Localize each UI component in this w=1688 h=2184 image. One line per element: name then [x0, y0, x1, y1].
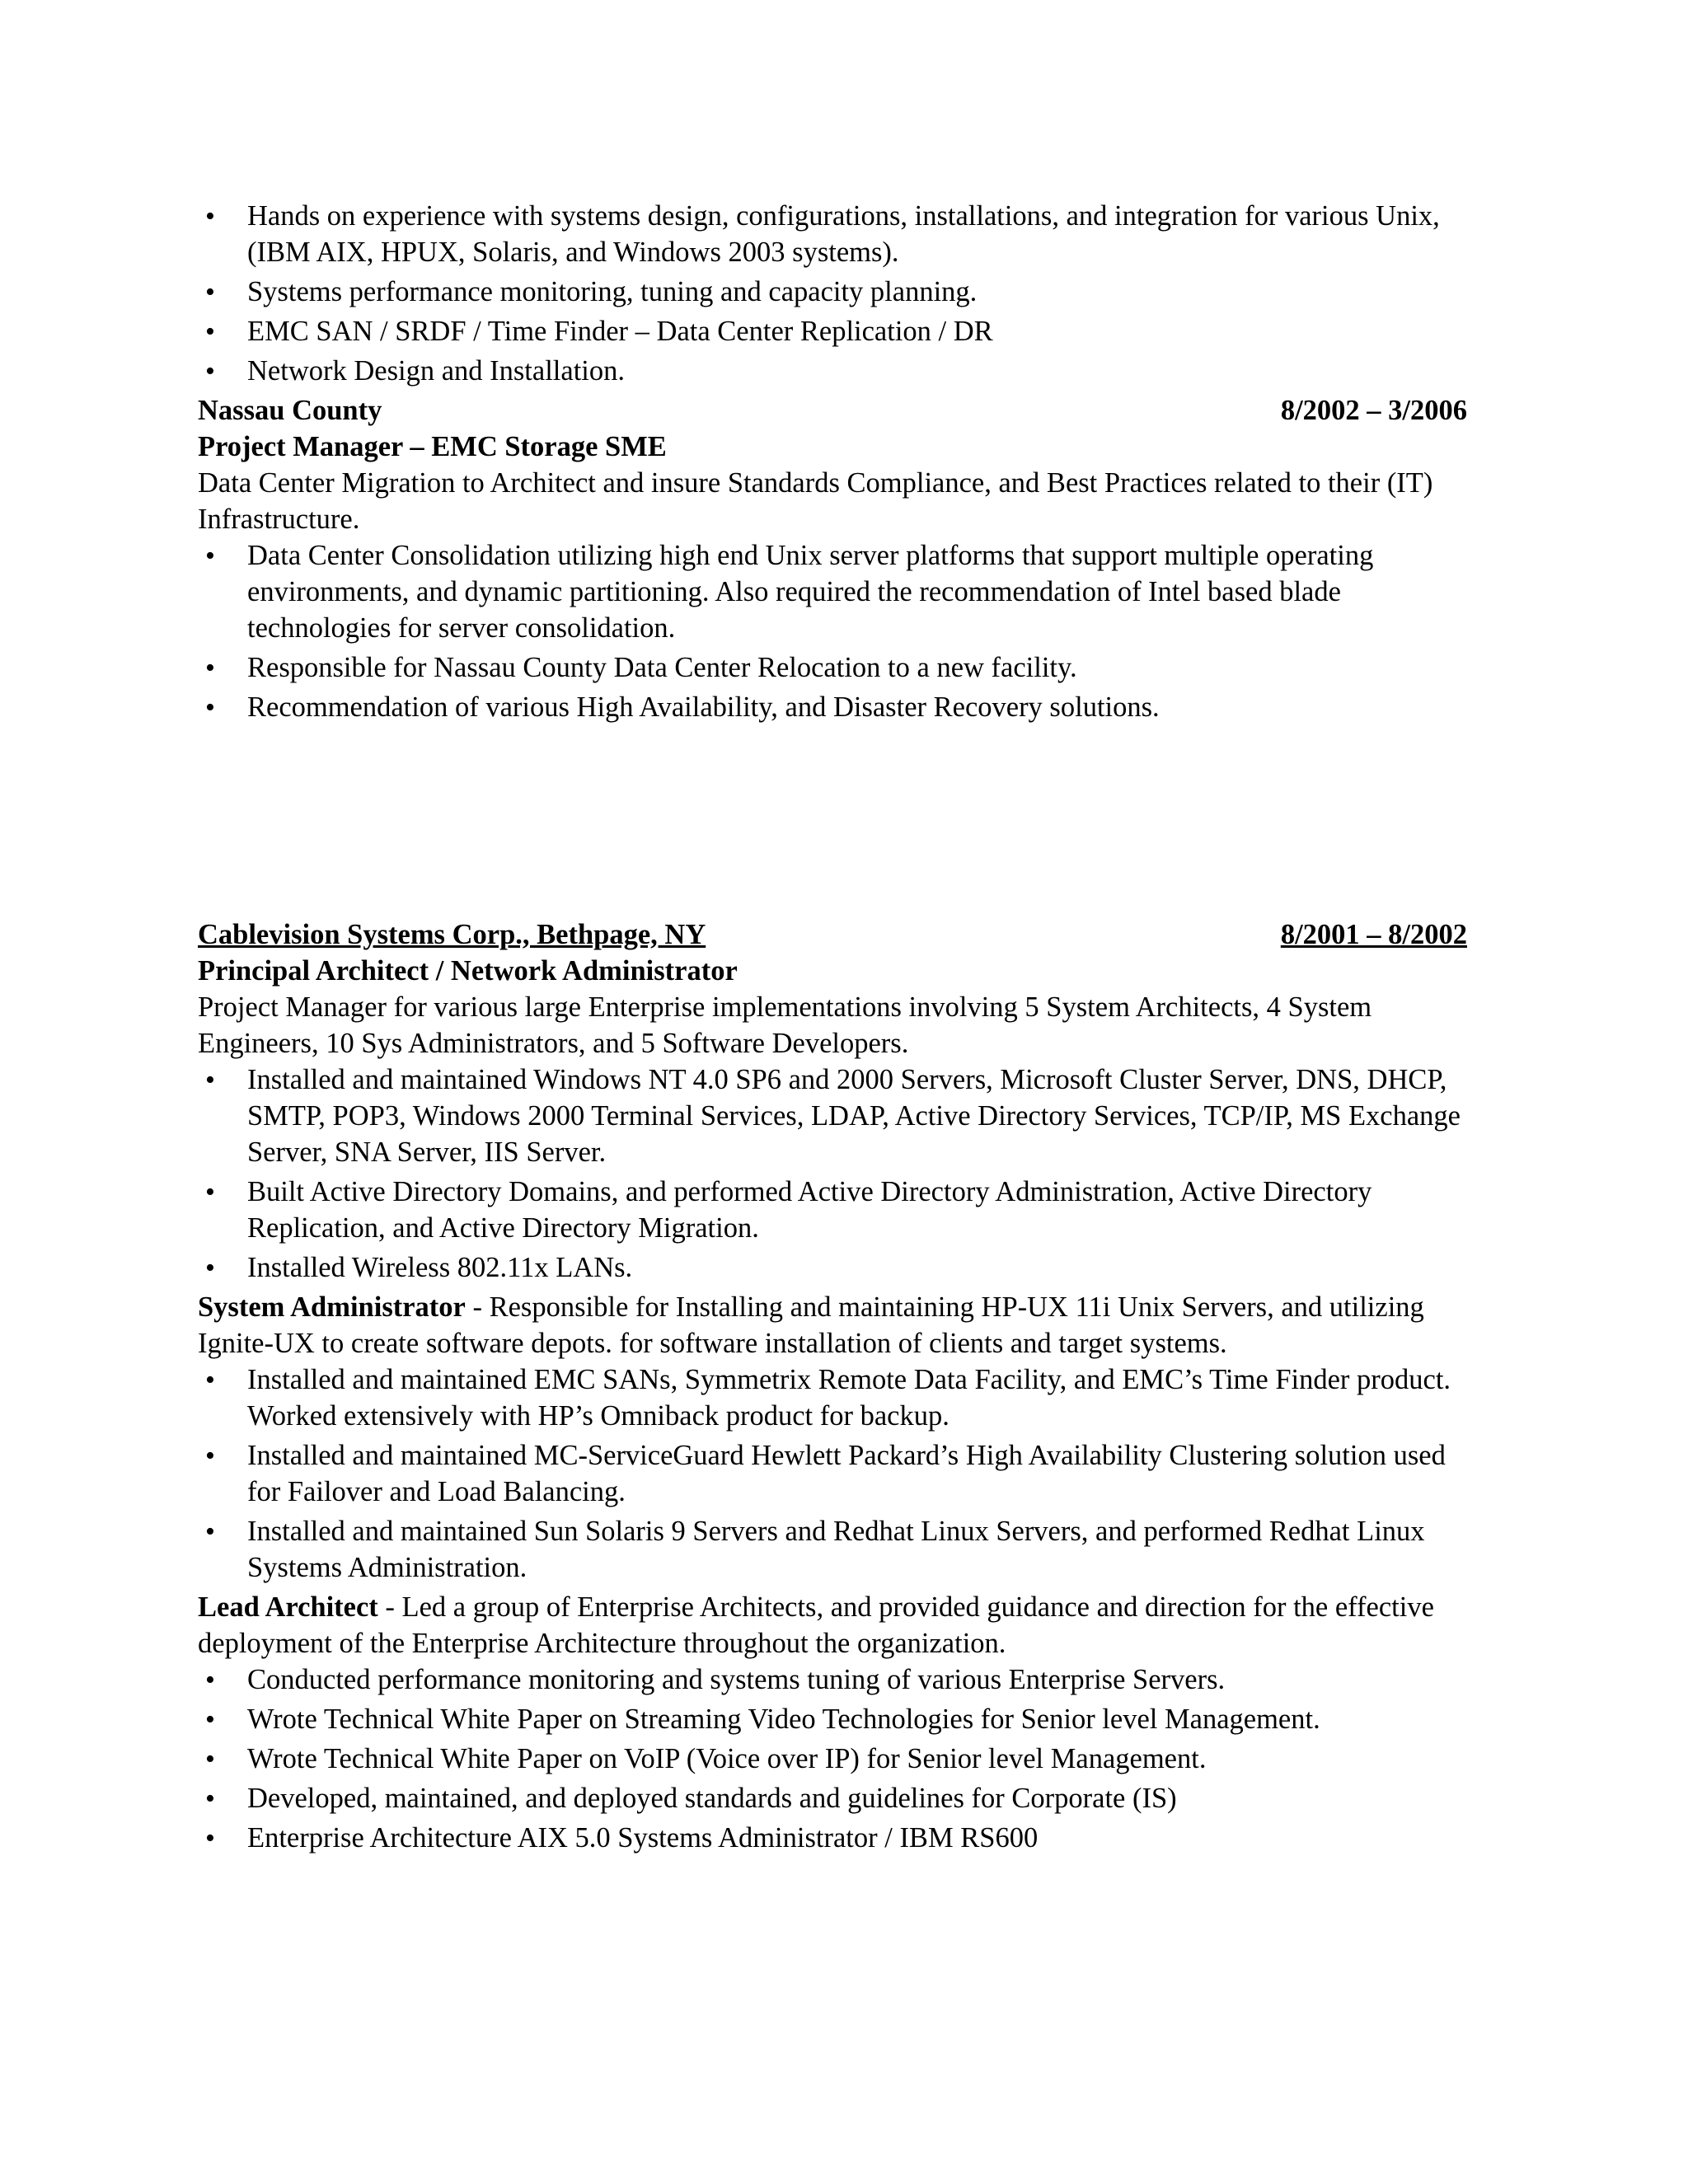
list-item: • Installed Wireless 802.11x LANs. — [198, 1249, 1467, 1286]
list-item: • Built Active Directory Domains, and performed Active Directory Administration, Active Directory Replication, and Active Directory Migration. — [198, 1174, 1467, 1246]
sysadmin-label: System Administrator — [198, 1291, 466, 1323]
list-item: • Enterprise Architecture AIX 5.0 Systems Administrator / IBM RS600 — [198, 1820, 1467, 1856]
lead-architect-label: Lead Architect — [198, 1591, 378, 1623]
cablevision-bullet-list-2 — [198, 1361, 1467, 1586]
list-item: • EMC SAN / SRDF / Time Finder – Data Center Replication / DR — [198, 313, 1467, 349]
job-summary: Project Manager for various large Enterprise implementations involving 5 System Architects, 4 System Engineers, 10 Sys Administrators, and 5 Software Developers. — [198, 991, 1372, 1059]
nassau-header — [198, 392, 1467, 429]
bullet-icon — [198, 1174, 223, 1211]
list-item: • Wrote Technical White Paper on VoIP (Voice over IP) for Senior level Management. — [198, 1741, 1467, 1777]
top-bullet-list — [198, 198, 1467, 389]
bullet-icon — [198, 649, 223, 687]
blank-space — [198, 729, 1467, 916]
list-item: • Hands on experience with systems design, configurations, installations, and integration for various Unix, (IBM AIX, HPUX, Solaris, and Windows 2003 systems). — [198, 198, 1467, 270]
cablevision-bullet-list-3 — [198, 1661, 1467, 1856]
list-item: • Systems performance monitoring, tuning and capacity planning. — [198, 274, 1467, 310]
bullet-icon — [198, 537, 223, 574]
employer-name: Nassau County — [198, 395, 382, 426]
sysadmin-text: - Responsible for Installing and maintaining HP-UX 11i Unix Servers, and utilizing Ignite-UX to create software depots. for software installation of clients and target systems. — [198, 1291, 1424, 1359]
employer-name: Cablevision Systems Corp., Bethpage, NY — [198, 919, 706, 950]
job-title: Principal Architect / Network Administrator — [198, 955, 738, 987]
list-item: • Installed and maintained Sun Solaris 9 Servers and Redhat Linux Servers, and performed Redhat Linux Systems Administration. — [198, 1513, 1467, 1586]
job-summary: Data Center Migration to Architect and insure Standards Compliance, and Best Practices related to their (IT) Infrastructure. — [198, 467, 1433, 535]
cablevision-header — [198, 916, 1467, 953]
sysadmin-paragraph — [198, 1289, 1467, 1361]
cablevision-bullet-list-1 — [198, 1062, 1467, 1286]
list-item: • Developed, maintained, and deployed standards and guidelines for Corporate (IS) — [198, 1780, 1467, 1816]
nassau-bullet-list — [198, 537, 1467, 725]
bullet-icon — [198, 198, 223, 235]
list-item: • Responsible for Nassau County Data Center Relocation to a new facility. — [198, 649, 1467, 686]
bullet-icon — [198, 1780, 223, 1817]
bullet-icon — [198, 1437, 223, 1474]
bullet-icon — [198, 313, 223, 350]
bullet-icon — [198, 1249, 223, 1286]
list-item: • Installed and maintained MC-ServiceGuard Hewlett Packard’s High Availability Clustering solution used for Failover and Load Balancing. — [198, 1437, 1467, 1510]
bullet-icon — [198, 1741, 223, 1778]
lead-architect-text: - Led a group of Enterprise Architects, and provided guidance and direction for the effective deployment of the Enterprise Architecture throughout the organization. — [198, 1591, 1434, 1659]
list-item: • Recommendation of various High Availability, and Disaster Recovery solutions. — [198, 689, 1467, 725]
list-item: • Installed and maintained Windows NT 4.0 SP6 and 2000 Servers, Microsoft Cluster Server, DNS, DHCP, SMTP, POP3, Windows 2000 Terminal Services, LDAP, Active Directory Services, TCP/IP, MS Exchange Server, SNA Server, IIS Server. — [198, 1062, 1467, 1170]
employment-dates: 8/2002 – 3/2006 — [1280, 395, 1467, 426]
lead-architect-paragraph — [198, 1589, 1467, 1661]
list-item: • Network Design and Installation. — [198, 353, 1467, 389]
list-item: • Wrote Technical White Paper on Streaming Video Technologies for Senior level Management. — [198, 1701, 1467, 1737]
bullet-icon — [198, 274, 223, 311]
bullet-icon — [198, 1820, 223, 1857]
bullet-icon — [198, 1661, 223, 1699]
list-item: • Installed and maintained EMC SANs, Symmetrix Remote Data Facility, and EMC’s Time Finder product. Worked extensively with HP’s Omniback product for backup. — [198, 1361, 1467, 1434]
bullet-icon — [198, 1701, 223, 1738]
bullet-icon — [198, 1513, 223, 1550]
bullet-icon — [198, 353, 223, 390]
list-item: • Data Center Consolidation utilizing high end Unix server platforms that support multiple operating environments, and dynamic partitioning. Also required the recommendation of Intel based blade technologies for server consolidation. — [198, 537, 1467, 646]
list-item: • Conducted performance monitoring and systems tuning of various Enterprise Servers. — [198, 1661, 1467, 1698]
resume-page — [198, 198, 1467, 1859]
bullet-icon — [198, 1062, 223, 1099]
employment-dates: 8/2001 – 8/2002 — [1280, 919, 1467, 950]
bullet-icon — [198, 1361, 223, 1399]
bullet-icon — [198, 689, 223, 726]
job-title: Project Manager – EMC Storage SME — [198, 431, 667, 462]
